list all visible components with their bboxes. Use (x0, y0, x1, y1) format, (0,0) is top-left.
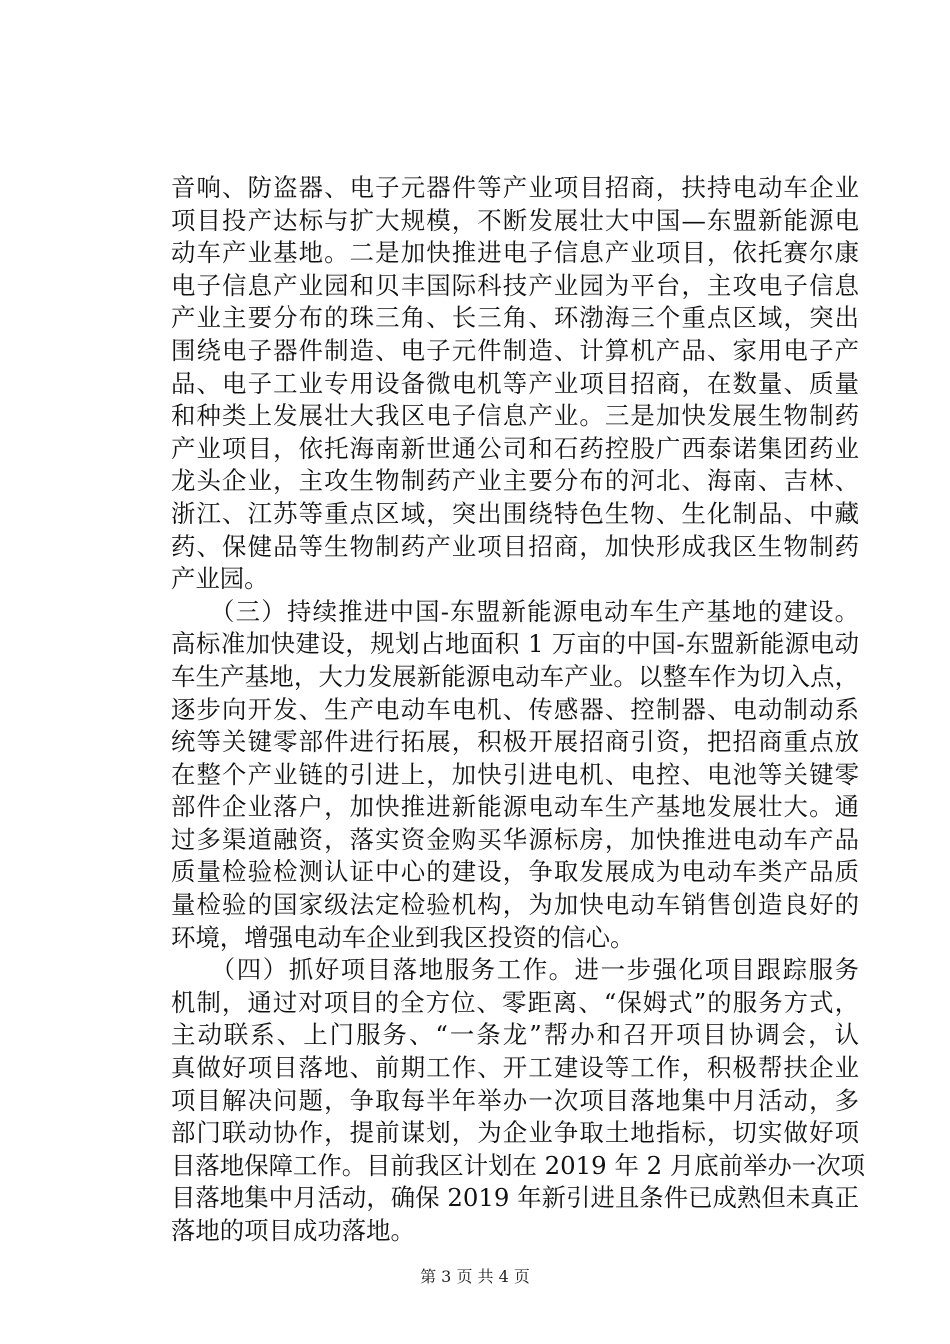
paragraph-end-line: 环境，增强电动车企业到我区投资的信心。 (171, 922, 635, 952)
paragraph-end-line: 产业园。 (171, 564, 269, 594)
text-line: 和种类上发展壮大我区电子信息产业。三是加快发展生物制药 (171, 401, 859, 431)
page-number-footer: 第 3 页 共 4 页 (420, 1267, 530, 1286)
text-line: 产业主要分布的珠三角、长三角、环渤海三个重点区域，突出 (171, 303, 859, 333)
document-body (171, 172, 865, 1248)
text-line: 部门联动协作，提前谋划，为企业争取土地指标，切实做好项 (171, 1118, 859, 1148)
text-line: 部件企业落户，加快推进新能源电动车生产基地发展壮大。通 (171, 792, 859, 822)
text-line: 目落地保障工作。目前我区计划在 2019 年 2 月底前举办一次项 (171, 1150, 865, 1180)
text-line: 龙头企业，主攻生物制药产业主要分布的河北、海南、吉林、 (171, 466, 859, 496)
paragraph-end-line: 落地的项目成功落地。 (171, 1216, 415, 1245)
text-line: 产业项目，依托海南新世通公司和石药控股广西泰诺集团药业 (171, 433, 859, 463)
text-line: 项目解决问题，争取每半年举办一次项目落地集中月活动，多 (171, 1085, 859, 1115)
section-heading-line: （四）抓好项目落地服务工作。进一步强化项目跟踪服务 (171, 955, 859, 985)
text-line: 电子信息产业园和贝丰国际科技产业园为平台，主攻电子信息 (171, 270, 859, 300)
text-line: 音响、防盗器、电子元器件等产业项目招商，扶持电动车企业 (171, 173, 859, 202)
text-line: 在整个产业链的引进上，加快引进电机、电控、电池等关键零 (171, 759, 859, 789)
text-line: 车生产基地，大力发展新能源电动车产业。以整车作为切入点， (171, 661, 859, 691)
text-line: 药、保健品等生物制药产业项目招商，加快形成我区生物制药 (171, 531, 859, 561)
text-line: 统等关键零部件进行拓展，积极开展招商引资，把招商重点放 (171, 727, 859, 757)
text-line: 质量检验检测认证中心的建设，争取发展成为电动车类产品质 (171, 857, 859, 887)
text-line: 动车产业基地。二是加快推进电子信息产业项目，依托赛尔康 (171, 238, 859, 268)
text-line: 浙江、江苏等重点区域，突出围绕特色生物、生化制品、中藏 (171, 498, 859, 528)
text-line: 量检验的国家级法定检验机构，为加快电动车销售创造良好的 (171, 890, 859, 920)
text-line: 高标准加快建设，规划占地面积 1 万亩的中国-东盟新能源电动 (171, 629, 859, 659)
text-line: 机制，通过对项目的全方位、零距离、“保姆式”的服务方式， (171, 987, 859, 1017)
text-line: 目落地集中月活动，确保 2019 年新引进且条件已成熟但未真正 (171, 1183, 859, 1213)
text-line: 项目投产达标与扩大规模，不断发展壮大中国—东盟新能源电 (171, 205, 859, 235)
text-line: 过多渠道融资，落实资金购买华源标房，加快推进电动车产品 (171, 824, 859, 854)
text-line: 品、电子工业专用设备微电机等产业项目招商，在数量、质量 (171, 368, 859, 398)
text-line: 逐步向开发、生产电动车电机、传感器、控制器、电动制动系 (171, 694, 859, 724)
section-heading-line: （三）持续推进中国-东盟新能源电动车生产基地的建设。 (171, 596, 859, 626)
text-line: 围绕电子器件制造、电子元件制造、计算机产品、家用电子产 (171, 335, 859, 365)
text-line: 真做好项目落地、前期工作、开工建设等工作，积极帮扶企业 (171, 1053, 859, 1083)
text-line: 主动联系、上门服务、“一条龙”帮办和召开项目协调会，认 (171, 1020, 859, 1050)
